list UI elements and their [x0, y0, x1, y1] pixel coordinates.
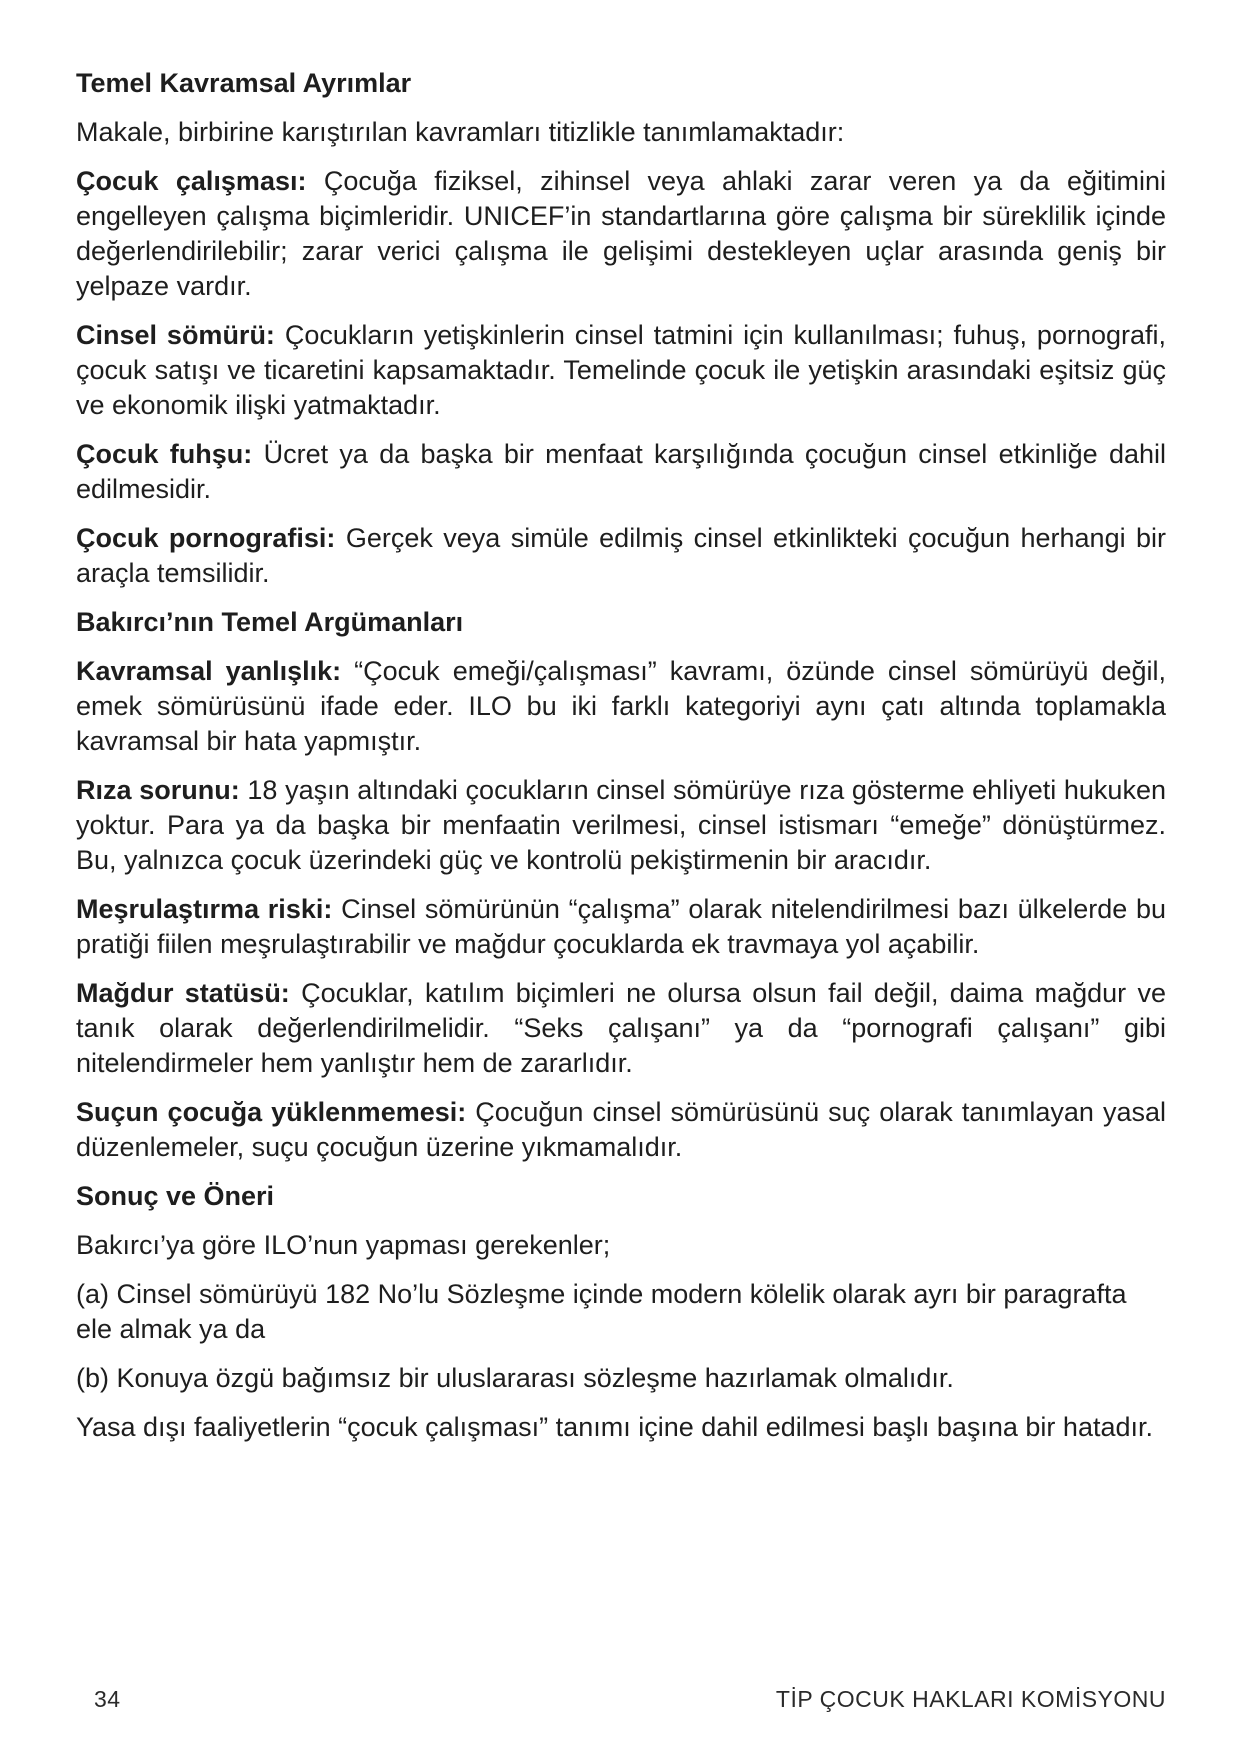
argument-text: Cinsel sömürünün “çalışma” olarak nitelendirilmesi bazı ülkelerde bu pratiği fiilen meşrulaştırabilir ve mağdur çocuklarda ek travmaya yol açabilir. — [76, 894, 1166, 959]
definition-term: Çocuk fuhşu: — [76, 439, 253, 469]
definition-text: Çocuğa fiziksel, zihinsel veya ahlaki zarar veren ya da eğitimini engelleyen çalışma biçimleridir. UNICEF’in standartlarına göre çalışma bir süreklilik içinde değerlendirilebilir; zarar verici çalışma ile gelişimi destekleyen uçlar arasında geniş bir yelpaze vardır. — [76, 166, 1166, 301]
argument-text: 18 yaşın altındaki çocukların cinsel sömürüye rıza gösterme ehliyeti hukuken yoktur. Para ya da başka bir menfaatin verilmesi, cinsel istismarı “emeğe” dönüştürmez. Bu, yalnızca çocuk üzerindeki güç ve kontrolü pekiştirmenin bir aracıdır. — [76, 775, 1166, 875]
intro-paragraph — [76, 115, 1166, 150]
argument-text: Çocuğun cinsel sömürüsünü suç olarak tanımlayan yasal düzenlemeler, suçu çocuğun üzerine yıkmamalıdır. — [76, 1097, 1167, 1162]
argument-text: Çocuklar, katılım biçimleri ne olursa olsun fail değil, daima mağdur ve tanık olarak değerlendirilmelidir. “Seks çalışanı” ya da “pornografi çalışanı” gibi nitelendirmeler hem yanlıştır hem de zararlıdır. — [76, 978, 1166, 1078]
conclusion-option-b — [76, 1361, 1166, 1396]
definition-cinsel-somuru — [76, 318, 1166, 423]
paragraph-text: Yasa dışı faaliyetlerin “çocuk çalışması” tanımı içine dahil edilmesi başlı başına bir hatadır. — [76, 1412, 1153, 1442]
argument-mesrulastirma-riski — [76, 892, 1166, 962]
definition-term: Cinsel sömürü: — [76, 320, 275, 350]
section-heading-bakirci-temel-argumanlari: Bakırcı’nın Temel Argümanları — [76, 607, 464, 637]
conclusion-intro — [76, 1228, 1166, 1263]
argument-riza-sorunu — [76, 773, 1166, 878]
paragraph-text: Makale, birbirine karıştırılan kavramları titizlikle tanımlamaktadır: — [76, 117, 845, 147]
argument-term: Kavramsal yanlışlık: — [76, 656, 342, 686]
definition-cocuk-calismasi — [76, 164, 1166, 304]
definition-cocuk-pornografisi — [76, 521, 1166, 591]
argument-text: “Çocuk emeği/çalışması” kavramı, özünde cinsel sömürüyü değil, emek sömürüsünü ifade eder. ILO bu iki farklı kategoriyi aynı çatı altında toplamakla kavramsal bir hata yapmıştır. — [76, 656, 1166, 756]
section-heading-sonuc-ve-oneri: Sonuç ve Öneri — [76, 1181, 275, 1211]
argument-term: Suçun çocuğa yüklenmemesi: — [76, 1097, 467, 1127]
page-number: 34 — [94, 1686, 121, 1712]
definition-term: Çocuk pornografisi: — [76, 523, 336, 553]
argument-magdur-statusu — [76, 976, 1166, 1081]
definition-term: Çocuk çalışması: — [76, 166, 307, 196]
definition-text: Çocukların yetişkinlerin cinsel tatmini için kullanılması; fuhuş, pornografi, çocuk satışı ve ticaretini kapsamaktadır. Temelinde çocuk ile yetişkin arasındaki eşitsiz güç ve ekonomik ilişki yatmaktadır. — [76, 320, 1167, 420]
definition-text: Ücret ya da başka bir menfaat karşılığında çocuğun cinsel etkinliğe dahil edilmesidir. — [76, 439, 1166, 504]
argument-term: Rıza sorunu: — [76, 775, 240, 805]
paragraph-text: Bakırcı’ya göre ILO’nun yapması gerekenler; — [76, 1230, 611, 1260]
paragraph-text: (b) Konuya özgü bağımsız bir uluslararası sözleşme hazırlamak olmalıdır. — [76, 1363, 954, 1393]
paragraph-text: (a) Cinsel sömürüyü 182 No’lu Sözleşme içinde modern kölelik olarak ayrı bir paragrafta ele almak ya da — [76, 1279, 1127, 1344]
definition-cocuk-fuhsu — [76, 437, 1166, 507]
definition-text: Gerçek veya simüle edilmiş cinsel etkinlikteki çocuğun herhangi bir araçla temsilidir. — [76, 523, 1167, 588]
section-heading-temel-kavramsal-ayrimlar: Temel Kavramsal Ayrımlar — [76, 68, 412, 98]
argument-kavramsal-yanlislik — [76, 654, 1166, 759]
argument-sucun-cocuga-yuklenmemesi — [76, 1095, 1166, 1165]
conclusion-option-a — [76, 1277, 1166, 1347]
argument-term: Mağdur statüsü: — [76, 978, 290, 1008]
argument-term: Meşrulaştırma riski: — [76, 894, 333, 924]
footer-organization: TİP ÇOCUK HAKLARI KOMİSYONU — [775, 1686, 1166, 1712]
document-page — [76, 66, 1166, 1459]
conclusion-final — [76, 1410, 1166, 1445]
page-footer — [94, 1686, 1166, 1718]
